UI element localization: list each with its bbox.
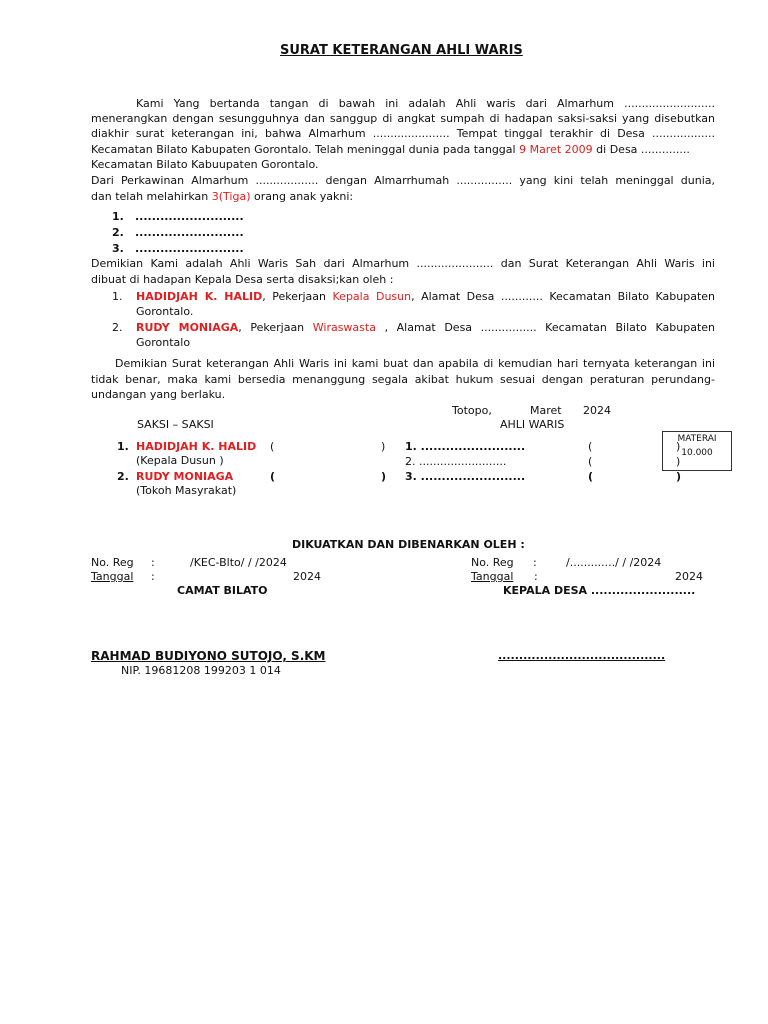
para4-line1: Demikian Surat keterangan Ahli Waris ini kami buat dan apabila di kemudian hari ternyata keterangan ini xyxy=(115,357,715,370)
place: Totopo, xyxy=(452,404,492,417)
right-date-line xyxy=(471,570,703,584)
camat-name: RAHMAD BUDIYONO SUTOJO, S.KM xyxy=(91,649,326,663)
heir-line: 3. ......................... xyxy=(405,470,526,483)
kades-name: ........................................ xyxy=(498,649,666,662)
witness-name: HADIDJAH K. HALID xyxy=(136,290,263,303)
left-reg-colon: : xyxy=(151,556,155,569)
death-date: 9 Maret 2009 xyxy=(519,143,593,156)
left-date-colon: : xyxy=(151,570,155,583)
document-title: SURAT KETERANGAN AHLI WARIS xyxy=(280,43,523,58)
child-name: .......................... xyxy=(135,242,244,255)
sign-close-paren: ) xyxy=(381,440,386,453)
left-date-label: Tanggal xyxy=(91,570,134,583)
children-intro-end: orang anak yakni: xyxy=(250,190,354,203)
saksi-heading: SAKSI – SAKSI xyxy=(137,418,214,431)
heir-open-paren: ( xyxy=(588,440,593,453)
witness-line xyxy=(136,321,715,335)
heir-close-paren: ) xyxy=(676,455,681,468)
left-date-value: 2024 xyxy=(293,570,321,583)
death-text: Kecamatan Bilato Kabupaten Gorontalo. Telah meninggal dunia pada tanggal xyxy=(91,143,516,156)
sign-witness-role: (Kepala Dusun ) xyxy=(136,454,224,467)
witness-address: , Alamat Desa ................ Kecamatan Bilato Kabupaten xyxy=(384,321,715,334)
child-number: 3. xyxy=(112,242,124,255)
heir-close-paren: ) xyxy=(676,470,682,483)
witness-line xyxy=(136,290,715,304)
sign-witness-name: RUDY MONIAGA xyxy=(136,470,234,483)
camat-title: CAMAT BILATO xyxy=(177,584,268,597)
witness-sep: , Pekerjaan xyxy=(262,290,333,303)
children-intro: dan telah melahirkan xyxy=(91,190,212,203)
children-count: 3(Tiga) xyxy=(211,190,251,203)
right-date-label: Tanggal xyxy=(471,570,514,583)
para1-line4 xyxy=(91,143,690,157)
para2-line1: Dari Perkawinan Almarhum .................. dengan Almarrhumah ................ yang kini telah meninggal dunia, xyxy=(91,174,715,187)
heir-open-paren: ( xyxy=(588,455,593,468)
sign-witness-name: HADIDJAH K. HALID xyxy=(136,440,257,453)
camat-nip: NIP. 19681208 199203 1 014 xyxy=(121,664,281,677)
month: Maret xyxy=(530,404,562,417)
left-date-line xyxy=(91,570,321,584)
heir-open-paren: ( xyxy=(588,470,594,483)
heir-close-paren: ) xyxy=(676,440,681,453)
sign-close-paren: ) xyxy=(381,470,387,483)
right-date-value: 2024 xyxy=(675,570,703,583)
kades-title: KEPALA DESA ......................... xyxy=(503,584,696,597)
witness-job: Wiraswasta xyxy=(312,321,385,334)
heir-line: 1. ......................... xyxy=(405,440,526,453)
witness-name: RUDY MONIAGA xyxy=(136,321,239,334)
endorse-heading: DIKUATKAN DAN DIBENARKAN OLEH : xyxy=(292,538,525,551)
para1-line1: Kami Yang bertanda tangan di bawah ini adalah Ahli waris dari Almarhum .......................... xyxy=(136,97,715,110)
witness-number: 2. xyxy=(112,321,123,334)
right-reg-colon: : xyxy=(533,556,537,569)
left-reg-value: /KEC-Blto/ / /2024 xyxy=(190,556,287,569)
witness-address: , Alamat Desa ............ Kecamatan Bilato Kabupaten xyxy=(411,290,715,303)
right-reg-label: No. Reg xyxy=(471,556,514,569)
para4-line2: tidak benar, maka kami bersedia menanggung segala akibat hukum sesuai dengan peraturan perundang- xyxy=(91,373,715,386)
right-date-colon: : xyxy=(534,570,538,583)
witness-address-cont: Gorontalo xyxy=(136,336,191,349)
para1-line5: Kecamatan Bilato Kabuupaten Gorontalo. xyxy=(91,158,319,171)
materai-value: 10.000 xyxy=(681,448,713,458)
ahli-waris-heading: AHLI WARIS xyxy=(500,418,565,431)
materai-label: MATERAI xyxy=(677,434,717,444)
materai-box xyxy=(662,431,732,471)
para3-line1: Demikian Kami adalah Ahli Waris Sah dari Almarhum ...................... dan Surat Keterangan Ahli Waris ini xyxy=(91,257,715,270)
para2-line2 xyxy=(91,190,353,204)
heir-line: 2. ......................... xyxy=(405,455,507,468)
right-reg-value: /............./ / /2024 xyxy=(566,556,662,569)
para1-line2: menerangkan dengan sesungguhnya dan sanggup di angkat sumpah di hadapan saksi-saksi yang disebutkan xyxy=(91,112,715,125)
witness-job: Kepala Dusun xyxy=(332,290,412,303)
sign-witness-number: 1. xyxy=(117,440,129,453)
witness-address-cont: Gorontalo. xyxy=(136,305,194,318)
sign-witness-number: 2. xyxy=(117,470,129,483)
child-name: .......................... xyxy=(135,210,244,223)
witness-sep: , Pekerjaan xyxy=(238,321,313,334)
witness-number: 1. xyxy=(112,290,123,303)
child-name: .......................... xyxy=(135,226,244,239)
para3-line2: dibuat di hadapan Kepala Desa serta disaksi;kan oleh : xyxy=(91,273,394,286)
child-number: 1. xyxy=(112,210,124,223)
sign-witness-role: (Tokoh Masyrakat) xyxy=(136,484,237,497)
para1-line3: diakhir surat keterangan ini, bahwa Almarhum ...................... Tempat tinggal terakhir di Desa .................. xyxy=(91,127,715,140)
sign-open-paren: ( xyxy=(270,440,275,453)
sign-open-paren: ( xyxy=(270,470,276,483)
year: 2024 xyxy=(583,404,611,417)
death-place: di Desa .............. xyxy=(592,143,690,156)
child-number: 2. xyxy=(112,226,124,239)
para4-line3: undangan yang berlaku. xyxy=(91,388,226,401)
left-reg-label: No. Reg xyxy=(91,556,134,569)
